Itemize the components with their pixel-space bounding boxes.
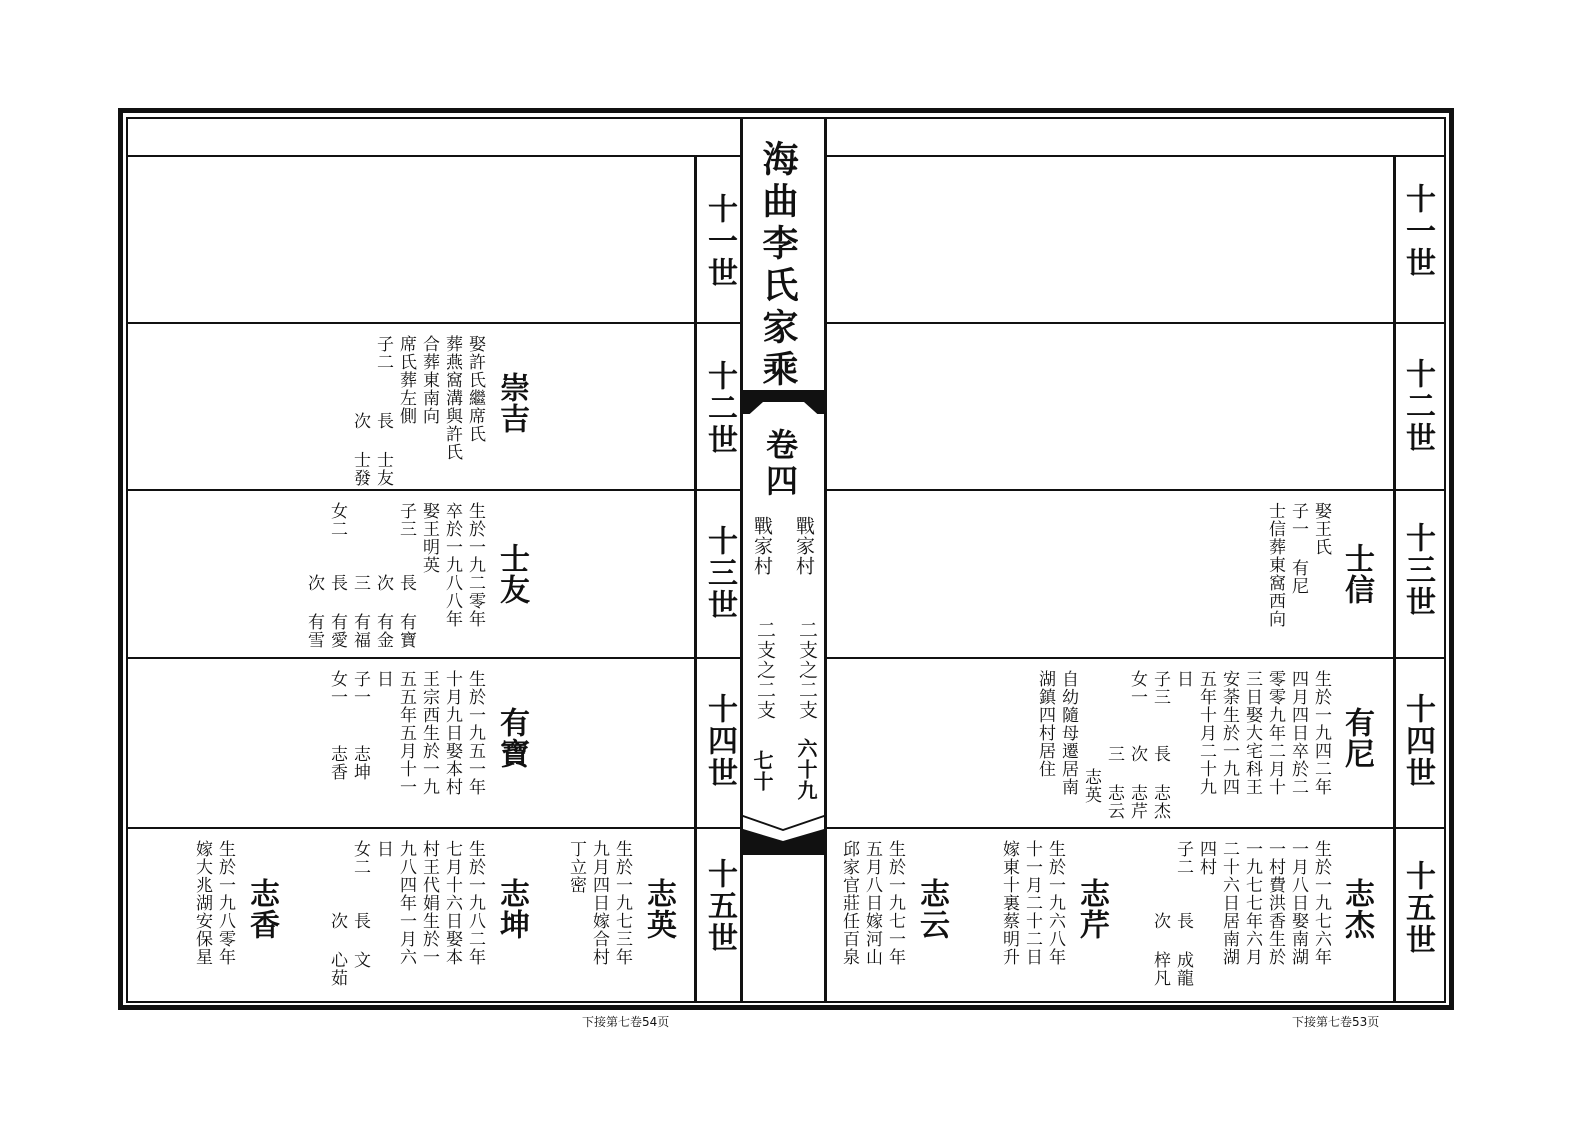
- person-detail: 子一 有尼: [1288, 502, 1308, 595]
- person-name: 志云: [914, 878, 949, 940]
- son-entry: 次 志芹: [1127, 745, 1147, 820]
- son-entry: 次 梓凡: [1150, 912, 1170, 987]
- row-line: [126, 489, 742, 491]
- person-detail: 邱家官莊任百泉: [839, 840, 859, 966]
- gen-label-12: 十二世: [1400, 358, 1435, 454]
- person-detail: 村王代娟生於一: [419, 840, 439, 966]
- person-detail: 安荼生於一九四: [1219, 670, 1239, 796]
- person-detail: 生於一九八零年: [215, 840, 235, 966]
- person-name: 士友: [494, 543, 529, 605]
- person-detail: 四村: [1196, 840, 1216, 876]
- daughter-entry: 長 文: [350, 912, 370, 969]
- person-detail: 生於一九六八年: [1045, 840, 1065, 966]
- person-detail: 葬燕窩溝與許氏: [442, 335, 462, 461]
- person-detail: 日: [1173, 670, 1193, 688]
- person-detail: 五月八日嫁河山: [862, 840, 882, 966]
- gen-label-12: 十二世: [702, 360, 737, 456]
- person-detail: 三日娶大宅科王: [1242, 670, 1262, 796]
- gen-label-15: 十五世: [1400, 860, 1435, 956]
- person-detail: 合葬東南向: [419, 335, 439, 425]
- gen-label-14: 十四世: [702, 693, 737, 789]
- footer-right: 下接第七卷53页: [1292, 1015, 1380, 1029]
- row-line: [126, 155, 742, 157]
- person-detail: 生於一九七六年: [1311, 840, 1331, 966]
- spine-line-right: [824, 117, 827, 1003]
- person-detail: 九月四日嫁合村: [589, 840, 609, 966]
- row-line: [126, 657, 742, 659]
- son-entry: 長 志杰: [1150, 745, 1170, 820]
- person-detail: 丁立密: [566, 840, 586, 894]
- footer-left: 下接第七卷54页: [582, 1015, 670, 1029]
- son-entry: 三 志云: [1104, 745, 1124, 820]
- person-detail: 十月九日娶本村: [442, 670, 462, 796]
- spine-village-left: 戰家村: [751, 516, 773, 576]
- daughter-entry: 志香: [327, 745, 347, 781]
- person-detail: 四月四日卒於二: [1288, 670, 1308, 796]
- gen-column-line: [694, 155, 697, 1003]
- daughter-entry: 志英: [1081, 768, 1101, 804]
- person-name: 崇吉: [494, 372, 529, 434]
- gen-label-13: 十三世: [1400, 522, 1435, 618]
- person-detail: 一九七七年六月: [1242, 840, 1262, 966]
- person-detail: 生於一九四二年: [1311, 670, 1331, 796]
- row-line: [826, 657, 1446, 659]
- son-entry: 次 有金: [373, 574, 393, 649]
- son-entry: 長 士友: [373, 412, 393, 487]
- book-title: 海曲李氏家乘: [757, 140, 799, 392]
- person-detail: 子三: [396, 502, 416, 538]
- person-name: 志香: [244, 878, 279, 940]
- spine-page-left: 七十: [750, 750, 774, 792]
- daughters-label: 女二: [350, 840, 370, 876]
- spine-village-right: 戰家村: [793, 516, 815, 576]
- person-detail: 生於一九七一年: [885, 840, 905, 966]
- person-detail: 子二: [373, 335, 393, 371]
- gen-label-13: 十三世: [702, 525, 737, 621]
- person-detail: 零零九年二月十: [1265, 670, 1285, 796]
- row-line: [826, 155, 1446, 157]
- person-name: 志坤: [494, 878, 529, 940]
- daughter-entry: 次 有雪: [304, 574, 324, 649]
- person-detail: 娶王氏: [1311, 502, 1331, 556]
- row-line: [826, 489, 1446, 491]
- gen-label-11: 十一世: [702, 193, 737, 289]
- person-detail: 五五年五月十一: [396, 670, 416, 796]
- person-detail: 王宗西生於一九: [419, 670, 439, 796]
- person-note: 湖鎮四村居住: [1035, 670, 1055, 778]
- person-detail: 生於一九八二年: [465, 840, 485, 966]
- person-name: 士信: [1339, 543, 1374, 605]
- daughter-entry: 長 有愛: [327, 574, 347, 649]
- person-detail: 娶許氏繼席氏: [465, 335, 485, 443]
- person-detail: 十一月二十二日: [1022, 840, 1042, 966]
- gen-label-11: 十一世: [1400, 183, 1435, 279]
- son-entry: 長 成龍: [1173, 912, 1193, 987]
- person-name: 志杰: [1339, 878, 1374, 940]
- spine-band-bottom: [743, 846, 824, 852]
- person-detail: 日: [373, 840, 393, 858]
- spine-line-left: [740, 117, 743, 1003]
- son-entry: 三 有福: [350, 574, 370, 649]
- row-line: [826, 827, 1446, 829]
- person-detail: 一村費洪香生於: [1265, 840, 1285, 966]
- daughters-label: 女一: [1127, 670, 1147, 706]
- gen-label-15: 十五世: [702, 858, 737, 954]
- person-detail: 生於一九七三年: [612, 840, 632, 966]
- spine-page-right: 六十九: [794, 738, 818, 801]
- gen-column-line: [1393, 155, 1396, 1003]
- person-detail: 生於一九五一年: [465, 670, 485, 796]
- person-detail: 士信葬東窩西向: [1265, 502, 1285, 628]
- person-detail: 嫁東十裏蔡明升: [999, 840, 1019, 966]
- row-line: [126, 322, 742, 324]
- row-line: [826, 322, 1446, 324]
- sons-label: 子一: [350, 670, 370, 706]
- person-detail: 嫁大兆湖安保星: [192, 840, 212, 966]
- person-detail: 席氏葬左側: [396, 335, 416, 425]
- gen-label-14: 十四世: [1400, 693, 1435, 789]
- person-detail: 七月十六日娶本: [442, 840, 462, 966]
- spine-ornament-top: [743, 390, 824, 420]
- person-note: 自幼隨母遷居南: [1058, 670, 1078, 796]
- daughters-label: 女二: [327, 502, 347, 538]
- person-name: 有尼: [1339, 707, 1374, 769]
- person-name: 志芹: [1074, 878, 1109, 940]
- volume-label: 卷四: [761, 428, 799, 500]
- person-detail: 生於一九二零年: [465, 502, 485, 628]
- person-detail: 五年十月二十九: [1196, 670, 1216, 796]
- daughters-label: 女一: [327, 670, 347, 706]
- son-entry: 志坤: [350, 745, 370, 781]
- son-entry: 次 士發: [350, 412, 370, 487]
- person-detail: 日: [373, 670, 393, 688]
- person-name: 有寶: [494, 707, 529, 769]
- daughter-entry: 次 心茹: [327, 912, 347, 987]
- spine-branch-left: 二支之二支: [754, 620, 776, 720]
- person-detail: 二十六日居南湖: [1219, 840, 1239, 966]
- person-detail: 娶王明英: [419, 502, 439, 574]
- sons-label: 子三: [1150, 670, 1170, 706]
- person-detail: 卒於一九八八年: [442, 502, 462, 628]
- person-detail: 九八四年一月六: [396, 840, 416, 966]
- person-detail: 子二: [1173, 840, 1193, 876]
- row-line: [126, 827, 742, 829]
- person-name: 志英: [641, 878, 676, 940]
- spine-branch-right: 二支之二支: [796, 620, 818, 720]
- son-entry: 長 有寶: [396, 574, 416, 649]
- person-detail: 一月八日娶南湖: [1288, 840, 1308, 966]
